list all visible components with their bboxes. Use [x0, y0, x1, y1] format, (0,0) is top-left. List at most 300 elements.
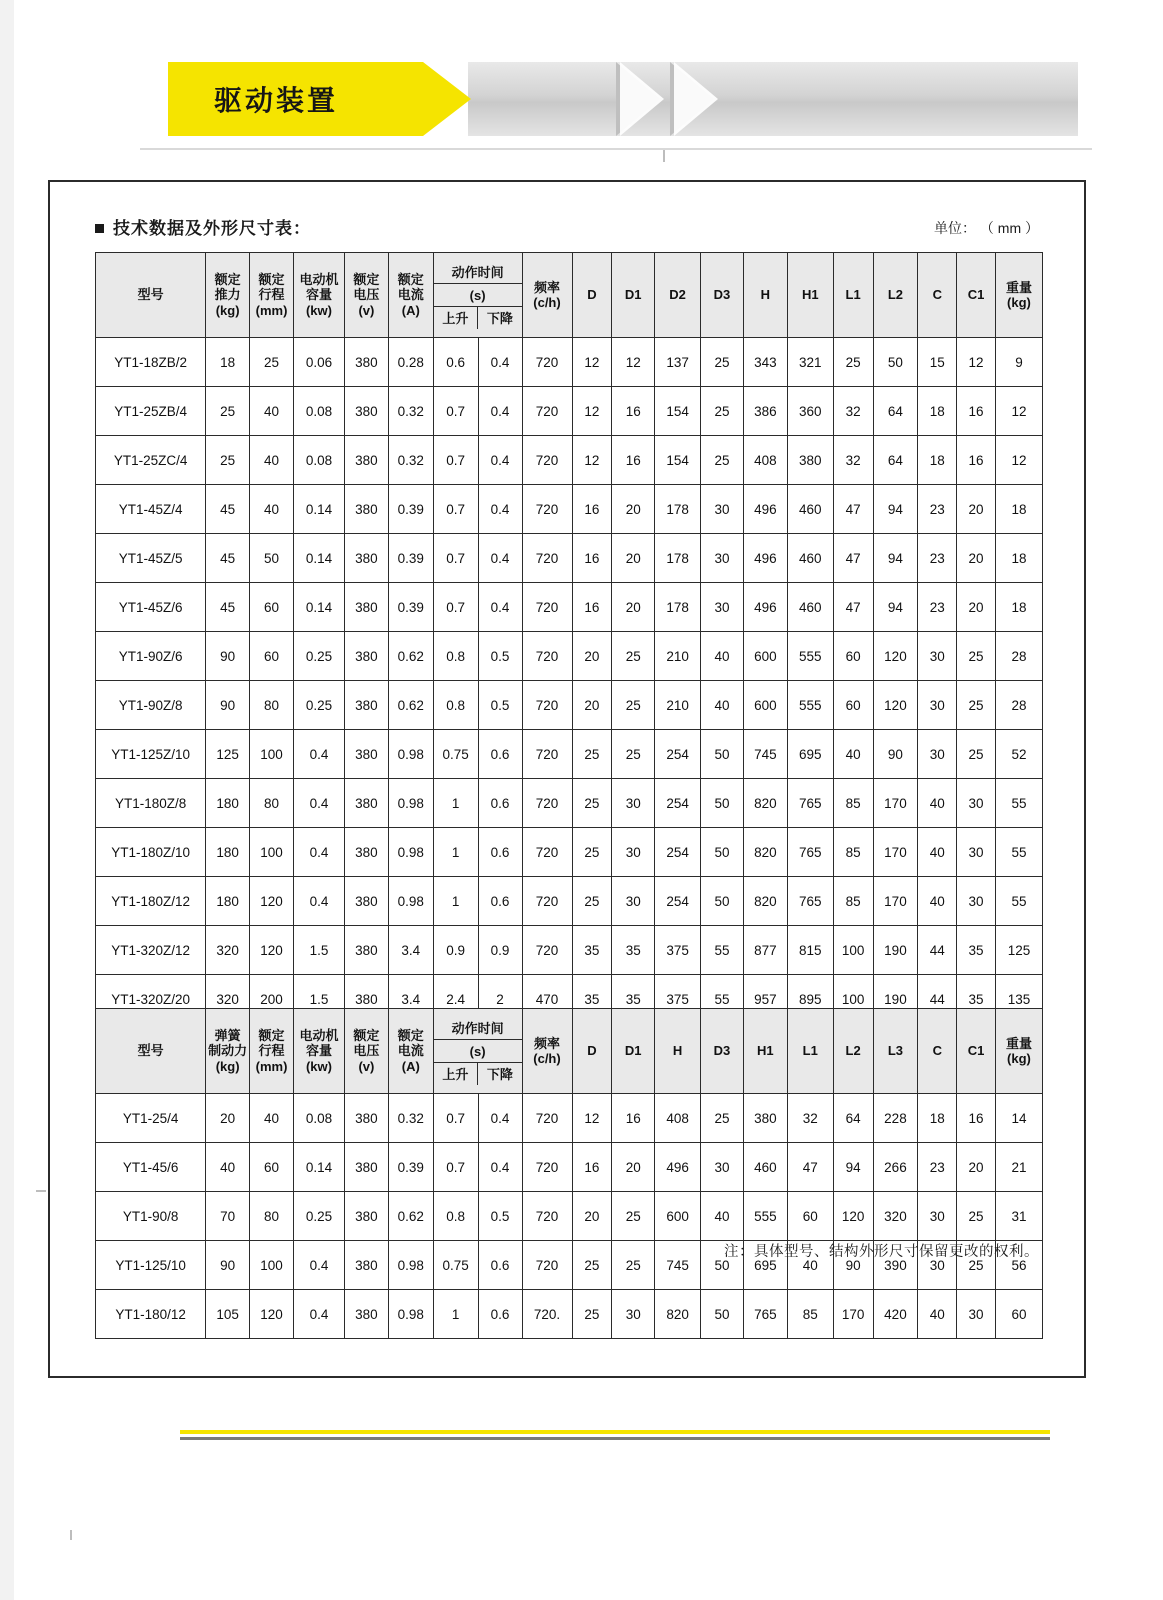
cell-d1: 30 — [612, 779, 655, 828]
cell-h: 957 — [743, 975, 787, 1024]
cell-stroke: 60 — [250, 632, 294, 681]
header-action-time-subrow — [434, 307, 522, 329]
cell-thrust: 45 — [206, 534, 250, 583]
table-row — [96, 583, 1043, 632]
cell-l2: 120 — [873, 681, 918, 730]
cell-h: 820 — [743, 779, 787, 828]
cell-l2: 64 — [873, 387, 918, 436]
cell-d3: 40 — [701, 1192, 744, 1241]
header-l3: L3 — [873, 1009, 918, 1094]
cell-h1: 380 — [743, 1094, 787, 1143]
header-arrow-icon — [423, 62, 471, 136]
cell-stroke: 40 — [250, 387, 294, 436]
cell-thrust: 320 — [206, 926, 250, 975]
cell-c1: 12 — [957, 338, 996, 387]
cell-l1: 40 — [787, 1241, 833, 1290]
cell-freq: 720 — [522, 1192, 572, 1241]
header-rated-thrust-line2: 推力 — [214, 287, 241, 303]
cell-c1: 30 — [957, 779, 996, 828]
cell-current: 0.98 — [388, 828, 433, 877]
table-row — [96, 877, 1043, 926]
header-rated-current — [388, 1009, 433, 1094]
header-frequency-line2: (c/h) — [533, 295, 561, 310]
cell-model: YT1-45Z/6 — [96, 583, 206, 632]
cell-c: 44 — [918, 926, 957, 975]
cell-freq: 720 — [522, 926, 572, 975]
cell-h1: 360 — [787, 387, 833, 436]
cell-d: 16 — [572, 1143, 612, 1192]
header-spring-brake-line1: 弹簧 — [214, 1028, 241, 1043]
cell-d1: 16 — [612, 1094, 655, 1143]
cell-d: 16 — [572, 583, 612, 632]
cell-d3: 30 — [701, 583, 744, 632]
cell-current: 0.39 — [388, 1143, 433, 1192]
table-row — [96, 387, 1043, 436]
cell-l1: 25 — [833, 338, 873, 387]
cell-d: 20 — [572, 632, 612, 681]
cell-current: 0.98 — [388, 779, 433, 828]
section-title — [95, 214, 311, 239]
header-rated-voltage-line1: 额定 — [353, 272, 380, 287]
cell-d2: 375 — [655, 975, 701, 1024]
cell-l2: 170 — [873, 828, 918, 877]
cell-d1: 25 — [612, 1241, 655, 1290]
cell-d: 25 — [572, 1290, 612, 1339]
cell-voltage: 380 — [344, 583, 388, 632]
cell-thrust: 25 — [206, 436, 250, 485]
cell-brake-force: 70 — [206, 1192, 250, 1241]
cell-c1: 20 — [957, 485, 996, 534]
table-row — [96, 926, 1043, 975]
cell-motor: 0.4 — [293, 730, 344, 779]
cell-d2: 178 — [655, 534, 701, 583]
header-d: D — [572, 253, 612, 338]
cell-freq: 720 — [522, 632, 572, 681]
header-rated-thrust — [206, 253, 250, 338]
cell-up: 0.7 — [433, 583, 478, 632]
cell-model: YT1-125Z/10 — [96, 730, 206, 779]
cell-up: 0.75 — [433, 1241, 478, 1290]
header-h: H — [743, 253, 787, 338]
table-row — [96, 338, 1043, 387]
cell-d3: 50 — [701, 828, 744, 877]
cell-model: YT1-90Z/8 — [96, 681, 206, 730]
header-action-down: 下降 — [486, 311, 513, 327]
cell-stroke: 50 — [250, 534, 294, 583]
table-header-row — [96, 253, 1043, 338]
cell-voltage: 380 — [344, 338, 388, 387]
cell-c: 30 — [918, 632, 957, 681]
chevron-2-icon — [674, 62, 718, 136]
cell-freq: 720 — [522, 828, 572, 877]
cell-d2: 154 — [655, 436, 701, 485]
cell-down: 0.4 — [478, 485, 522, 534]
cell-stroke: 120 — [250, 926, 294, 975]
cell-down: 0.4 — [478, 534, 522, 583]
cell-up: 0.75 — [433, 730, 478, 779]
cell-c1: 35 — [957, 975, 996, 1024]
cell-h: 408 — [743, 436, 787, 485]
cell-c: 40 — [918, 1290, 957, 1339]
cell-motor: 0.14 — [293, 1143, 344, 1192]
cell-motor: 0.25 — [293, 632, 344, 681]
cell-c1: 35 — [957, 926, 996, 975]
spec-table-thrust — [95, 252, 1043, 1024]
header-rated-stroke-line3: (mm) — [255, 302, 288, 318]
cell-freq: 720 — [522, 436, 572, 485]
cell-d3: 25 — [701, 1094, 744, 1143]
header-action-up: 上升 — [434, 307, 478, 329]
header-spring-brake-force — [206, 1009, 250, 1094]
cell-l3: 320 — [873, 1192, 918, 1241]
cell-d: 16 — [572, 534, 612, 583]
header-h: H — [655, 1009, 701, 1094]
crop-tick-bottom — [70, 1530, 72, 1540]
header-spring-brake-line2: 制动力 — [208, 1043, 248, 1059]
cell-thrust: 18 — [206, 338, 250, 387]
cell-down: 0.6 — [478, 877, 522, 926]
cell-d1: 30 — [612, 828, 655, 877]
cell-h: 877 — [743, 926, 787, 975]
cell-d: 25 — [572, 828, 612, 877]
cell-down: 0.4 — [478, 583, 522, 632]
cell-c: 23 — [918, 534, 957, 583]
content-panel — [48, 180, 1086, 1378]
cell-c1: 20 — [957, 1143, 996, 1192]
cell-l3: 228 — [873, 1094, 918, 1143]
cell-d2: 254 — [655, 779, 701, 828]
cell-current: 3.4 — [388, 926, 433, 975]
cell-c1: 16 — [957, 436, 996, 485]
header-l1: L1 — [833, 253, 873, 338]
cell-voltage: 380 — [344, 779, 388, 828]
cell-l3: 266 — [873, 1143, 918, 1192]
cell-current: 0.62 — [388, 681, 433, 730]
cell-l1: 100 — [833, 975, 873, 1024]
cell-thrust: 90 — [206, 681, 250, 730]
cell-l1: 47 — [833, 485, 873, 534]
cell-motor: 0.4 — [293, 1241, 344, 1290]
cell-up: 0.7 — [433, 387, 478, 436]
cell-model: YT1-25ZB/4 — [96, 387, 206, 436]
cell-c: 18 — [918, 436, 957, 485]
cell-d1: 30 — [612, 1290, 655, 1339]
cell-thrust: 25 — [206, 387, 250, 436]
cell-freq: 720 — [522, 1143, 572, 1192]
cell-d2: 254 — [655, 730, 701, 779]
cell-l2: 94 — [873, 583, 918, 632]
page-left-edge — [0, 0, 14, 1600]
cell-h1: 765 — [787, 877, 833, 926]
header-rated-current-line3: (A) — [401, 1058, 420, 1074]
cell-d: 35 — [572, 926, 612, 975]
cell-d3: 30 — [701, 534, 744, 583]
cell-weight: 18 — [995, 534, 1042, 583]
header-h1: H1 — [743, 1009, 787, 1094]
cell-brake-force: 40 — [206, 1143, 250, 1192]
cell-l1: 60 — [787, 1192, 833, 1241]
cell-h1: 695 — [743, 1241, 787, 1290]
cell-current: 0.28 — [388, 338, 433, 387]
cell-l2: 190 — [873, 926, 918, 975]
cell-d: 25 — [572, 779, 612, 828]
cell-c: 30 — [918, 1192, 957, 1241]
cell-c: 30 — [918, 1241, 957, 1290]
cell-model: YT1-180Z/12 — [96, 877, 206, 926]
header-rated-voltage-line2: 电压 — [353, 287, 380, 303]
cell-d2: 210 — [655, 632, 701, 681]
cell-l2: 90 — [873, 730, 918, 779]
cell-d2: 375 — [655, 926, 701, 975]
cell-l1: 32 — [833, 387, 873, 436]
cell-thrust: 125 — [206, 730, 250, 779]
header-rated-voltage-line3: (v) — [358, 302, 375, 318]
cell-current: 0.39 — [388, 583, 433, 632]
cell-motor: 0.25 — [293, 1192, 344, 1241]
header-c: C — [918, 253, 957, 338]
cell-c: 44 — [918, 975, 957, 1024]
cell-weight: 31 — [995, 1192, 1042, 1241]
cell-d3: 25 — [701, 338, 744, 387]
cell-current: 0.62 — [388, 632, 433, 681]
cell-h: 386 — [743, 387, 787, 436]
cell-d3: 50 — [701, 877, 744, 926]
cell-l2: 170 — [873, 779, 918, 828]
header-d3: D3 — [701, 253, 744, 338]
cell-voltage: 380 — [344, 534, 388, 583]
cell-brake-force: 20 — [206, 1094, 250, 1143]
cell-d3: 40 — [701, 632, 744, 681]
cell-thrust: 90 — [206, 632, 250, 681]
cell-h1: 460 — [787, 583, 833, 632]
cell-motor: 0.06 — [293, 338, 344, 387]
table-row — [96, 1143, 1043, 1192]
cell-d: 35 — [572, 975, 612, 1024]
cell-current: 0.98 — [388, 877, 433, 926]
section-title-text: 技术数据及外形尺寸表： — [113, 219, 311, 238]
cell-c1: 30 — [957, 828, 996, 877]
cell-h1: 765 — [743, 1290, 787, 1339]
cell-model: YT1-320Z/20 — [96, 975, 206, 1024]
cell-d: 16 — [572, 485, 612, 534]
cell-h1: 380 — [787, 436, 833, 485]
crop-tick-top — [663, 150, 665, 162]
cell-motor: 1.5 — [293, 975, 344, 1024]
cell-d1: 25 — [612, 632, 655, 681]
chevron-1-icon — [620, 62, 664, 136]
header-rated-stroke-line2: 行程 — [258, 287, 285, 303]
cell-thrust: 45 — [206, 583, 250, 632]
cell-d3: 55 — [701, 975, 744, 1024]
cell-stroke: 100 — [250, 1241, 294, 1290]
cell-weight: 28 — [995, 632, 1042, 681]
cell-motor: 0.4 — [293, 877, 344, 926]
header-yellow-band — [168, 62, 423, 136]
header-rated-stroke-line2: 行程 — [258, 1043, 285, 1059]
header-action-time: 动作时间 — [434, 261, 522, 284]
header-weight-line1: 重量 — [1005, 1035, 1032, 1051]
cell-d1: 25 — [612, 681, 655, 730]
header-rated-current-line3: (A) — [401, 302, 420, 318]
cell-d3: 50 — [701, 1241, 744, 1290]
cell-weight: 52 — [995, 730, 1042, 779]
header-d1: D1 — [612, 253, 655, 338]
header-motor-capacity-line3: (kw) — [305, 302, 332, 318]
cell-l2: 94 — [873, 485, 918, 534]
table-row — [96, 1192, 1043, 1241]
cell-c: 23 — [918, 583, 957, 632]
cell-down: 0.4 — [478, 436, 522, 485]
cell-model: YT1-90/8 — [96, 1192, 206, 1241]
cell-weight: 125 — [995, 926, 1042, 975]
header-rated-voltage-line1: 额定 — [353, 1028, 380, 1043]
cell-model: YT1-180Z/8 — [96, 779, 206, 828]
cell-thrust: 180 — [206, 828, 250, 877]
header-rated-thrust-line3: (kg) — [215, 302, 240, 318]
table-header-row — [96, 1009, 1043, 1094]
cell-current: 0.62 — [388, 1192, 433, 1241]
cell-motor: 0.14 — [293, 583, 344, 632]
cell-l2: 94 — [873, 534, 918, 583]
cell-l1: 85 — [833, 828, 873, 877]
cell-voltage: 380 — [344, 877, 388, 926]
cell-d1: 16 — [612, 436, 655, 485]
cell-voltage: 380 — [344, 926, 388, 975]
cell-model: YT1-45Z/5 — [96, 534, 206, 583]
cell-up: 2.4 — [433, 975, 478, 1024]
header-weight-line1: 重量 — [1005, 279, 1032, 295]
table-row — [96, 828, 1043, 877]
cell-l1: 47 — [833, 583, 873, 632]
cell-c1: 30 — [957, 1290, 996, 1339]
cell-h1: 460 — [787, 485, 833, 534]
footer-gray-rule — [180, 1437, 1050, 1440]
cell-l2: 190 — [873, 975, 918, 1024]
cell-voltage: 380 — [344, 975, 388, 1024]
cell-l1: 32 — [833, 436, 873, 485]
cell-c: 18 — [918, 1094, 957, 1143]
cell-voltage: 380 — [344, 436, 388, 485]
cell-d1: 30 — [612, 877, 655, 926]
cell-freq: 470 — [522, 975, 572, 1024]
cell-freq: 720 — [522, 387, 572, 436]
footnote: 注：具体型号、结构外形尺寸保留更改的权利。 — [724, 1244, 1039, 1260]
cell-h: 600 — [743, 632, 787, 681]
cell-d3: 50 — [701, 730, 744, 779]
table-row — [96, 1094, 1043, 1143]
cell-down: 0.6 — [478, 779, 522, 828]
cell-up: 0.8 — [433, 632, 478, 681]
cell-l1: 32 — [787, 1094, 833, 1143]
header-c1: C1 — [957, 253, 996, 338]
cell-d1: 12 — [612, 338, 655, 387]
cell-current: 0.98 — [388, 1290, 433, 1339]
cell-up: 0.8 — [433, 1192, 478, 1241]
cell-weight: 21 — [995, 1143, 1042, 1192]
cell-down: 0.6 — [478, 1241, 522, 1290]
header-l2: L2 — [833, 1009, 873, 1094]
cell-weight: 12 — [995, 387, 1042, 436]
cell-stroke: 60 — [250, 1143, 294, 1192]
cell-l2: 50 — [873, 338, 918, 387]
cell-voltage: 380 — [344, 1192, 388, 1241]
cell-c: 18 — [918, 387, 957, 436]
cell-weight: 55 — [995, 779, 1042, 828]
spec-table-brake — [95, 1008, 1043, 1339]
header-motor-capacity-line1: 电动机 — [299, 272, 339, 287]
cell-freq: 720 — [522, 779, 572, 828]
cell-h: 343 — [743, 338, 787, 387]
cell-freq: 720. — [522, 1290, 572, 1339]
cell-l1: 85 — [833, 877, 873, 926]
cell-h1: 695 — [787, 730, 833, 779]
cell-d3: 55 — [701, 926, 744, 975]
cell-up: 1 — [433, 828, 478, 877]
cell-h1: 895 — [787, 975, 833, 1024]
header-rated-voltage-line2: 电压 — [353, 1043, 380, 1059]
header-rated-thrust-line1: 额定 — [214, 272, 241, 287]
cell-d: 25 — [572, 1241, 612, 1290]
cell-voltage: 380 — [344, 1241, 388, 1290]
cell-weight: 12 — [995, 436, 1042, 485]
cell-down: 0.5 — [478, 681, 522, 730]
cell-voltage: 380 — [344, 1094, 388, 1143]
cell-model: YT1-18ZB/2 — [96, 338, 206, 387]
header-rated-current-line2: 电流 — [397, 1043, 424, 1059]
cell-d2: 154 — [655, 387, 701, 436]
cell-down: 0.6 — [478, 1290, 522, 1339]
cell-freq: 720 — [522, 877, 572, 926]
cell-up: 0.7 — [433, 534, 478, 583]
cell-stroke: 200 — [250, 975, 294, 1024]
cell-stroke: 100 — [250, 828, 294, 877]
header-l1: L1 — [787, 1009, 833, 1094]
cell-motor: 0.14 — [293, 534, 344, 583]
cell-c1: 25 — [957, 632, 996, 681]
footer-yellow-rule — [180, 1430, 1050, 1434]
cell-l2: 90 — [833, 1241, 873, 1290]
cell-motor: 0.4 — [293, 1290, 344, 1339]
header-action-time-group — [433, 253, 522, 338]
table-row — [96, 730, 1043, 779]
header-rated-current-line1: 额定 — [397, 1028, 424, 1043]
cell-current: 0.32 — [388, 1094, 433, 1143]
cell-down: 0.4 — [478, 1094, 522, 1143]
cell-up: 0.7 — [433, 436, 478, 485]
cell-thrust: 180 — [206, 877, 250, 926]
cell-d: 12 — [572, 338, 612, 387]
cell-freq: 720 — [522, 534, 572, 583]
cell-d: 12 — [572, 436, 612, 485]
cell-up: 0.9 — [433, 926, 478, 975]
cell-d1: 35 — [612, 926, 655, 975]
cell-h1: 765 — [787, 779, 833, 828]
cell-h: 820 — [655, 1290, 701, 1339]
header-frequency-line1: 频率 — [533, 1035, 560, 1051]
cell-h: 600 — [743, 681, 787, 730]
header-motor-capacity — [293, 253, 344, 338]
cell-d1: 25 — [612, 1192, 655, 1241]
cell-motor: 0.08 — [293, 436, 344, 485]
cell-motor: 0.25 — [293, 681, 344, 730]
cell-h1: 555 — [743, 1192, 787, 1241]
table-row — [96, 436, 1043, 485]
cell-voltage: 380 — [344, 681, 388, 730]
header-model: 型号 — [96, 1009, 206, 1094]
cell-weight: 9 — [995, 338, 1042, 387]
cell-c1: 20 — [957, 583, 996, 632]
header-weight — [995, 253, 1042, 338]
